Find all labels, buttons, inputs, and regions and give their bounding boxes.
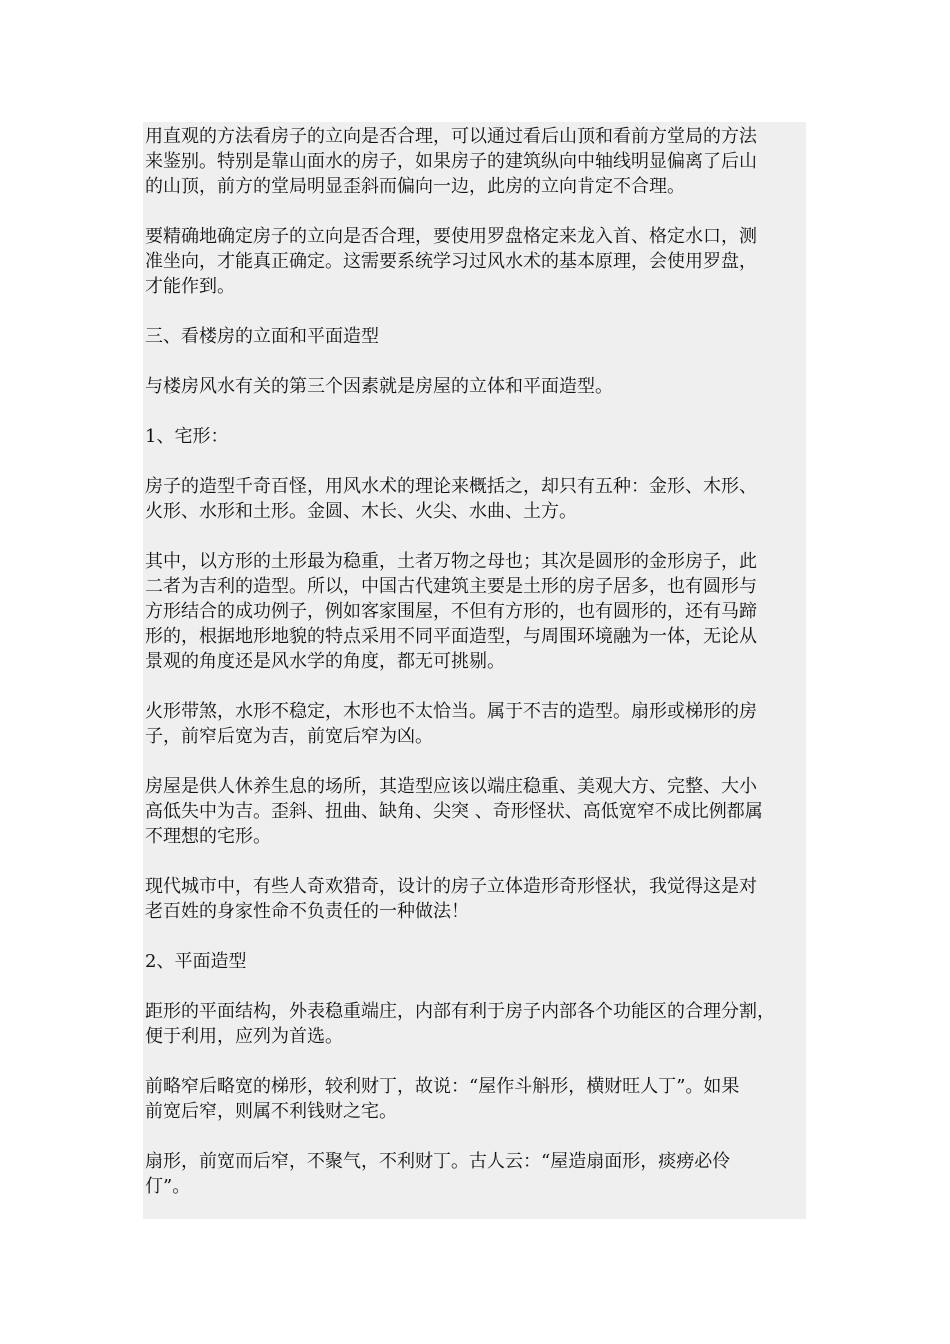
subheading-house-form: 1、宅形： — [145, 426, 229, 447]
paragraph-trapezoid-plan: 前略窄后略宽的梯形，较利财丁，故说：“屋作斗斛形，横财旺人丁”。如果 前宽后窄，则属不利钱财之宅。 — [145, 1076, 740, 1122]
subheading-plan-shape: 2、平面造型 — [145, 951, 247, 972]
paragraph-rectangular-plan: 距形的平面结构，外表稳重端庄，内部有利于房子内部各个功能区的合理分割， 便于利用，应列为首选。 — [145, 1001, 775, 1047]
paragraph-ideal-shape: 房屋是供人休养生息的场所，其造型应该以端庄稳重、美观大方、完整、大小 高低失中为吉。歪斜、扭曲、缺角、尖突 、奇形怪状、高低宽窄不成比例都属 不理想的宅形。 — [145, 776, 763, 847]
text-content-block — [143, 122, 806, 1219]
section-heading-building-shape: 三、看楼房的立面和平面造型 — [145, 326, 379, 347]
paragraph-fire-water-wood: 火形带煞，水形不稳定，木形也不太恰当。属于不吉的造型。扇形或梯形的房 子，前窄后宽为吉，前宽后窄为凶。 — [145, 701, 757, 747]
paragraph-orientation-observation: 用直观的方法看房子的立向是否合理，可以通过看后山顶和看前方堂局的方法 来鉴别。特别是靠山面水的房子，如果房子的建筑纵向中轴线明显偏离了后山 的山顶，前方的堂局明显歪斜而偏向一边，此房的立向肯定不合理。 — [145, 126, 757, 197]
paragraph-fan-plan: 扇形，前宽而后窄，不聚气，不利财丁。古人云：“屋造扇面形，痰痨必伶 仃”。 — [145, 1151, 731, 1197]
paragraph-modern-city: 现代城市中，有些人奇欢猎奇，设计的房子立体造形奇形怪状，我觉得这是对 老百姓的身家性命不负责任的一种做法！ — [145, 876, 757, 922]
paragraph-earth-metal-forms: 其中，以方形的土形最为稳重，土者万物之母也；其次是圆形的金形房子，此 二者为吉利的造型。所以，中国古代建筑主要是土形的房子居多，也有圆形与 方形结合的成功例子，例如客家围屋，不但有方形的，也有圆形的，还有马蹄 形的，根据地形地貌的特点采用不同平面造型，与周围环境融为一体，无论从 景观的角度还是风水学的角度，都无可挑剔。 — [145, 551, 757, 672]
paragraph-five-forms: 房子的造型千奇百怪，用风水术的理论来概括之，却只有五种：金形、木形、 火形、水形和土形。金圆、木长、火尖、水曲、土方。 — [145, 476, 757, 522]
paragraph-orientation-compass: 要精确地确定房子的立向是否合理，要使用罗盘格定来龙入首、格定水口，测 准坐向，才能真正确定。这需要系统学习过风水术的基本原理，会使用罗盘， 才能作到。 — [145, 226, 757, 297]
paragraph-third-factor: 与楼房风水有关的第三个因素就是房屋的立体和平面造型。 — [145, 376, 613, 397]
